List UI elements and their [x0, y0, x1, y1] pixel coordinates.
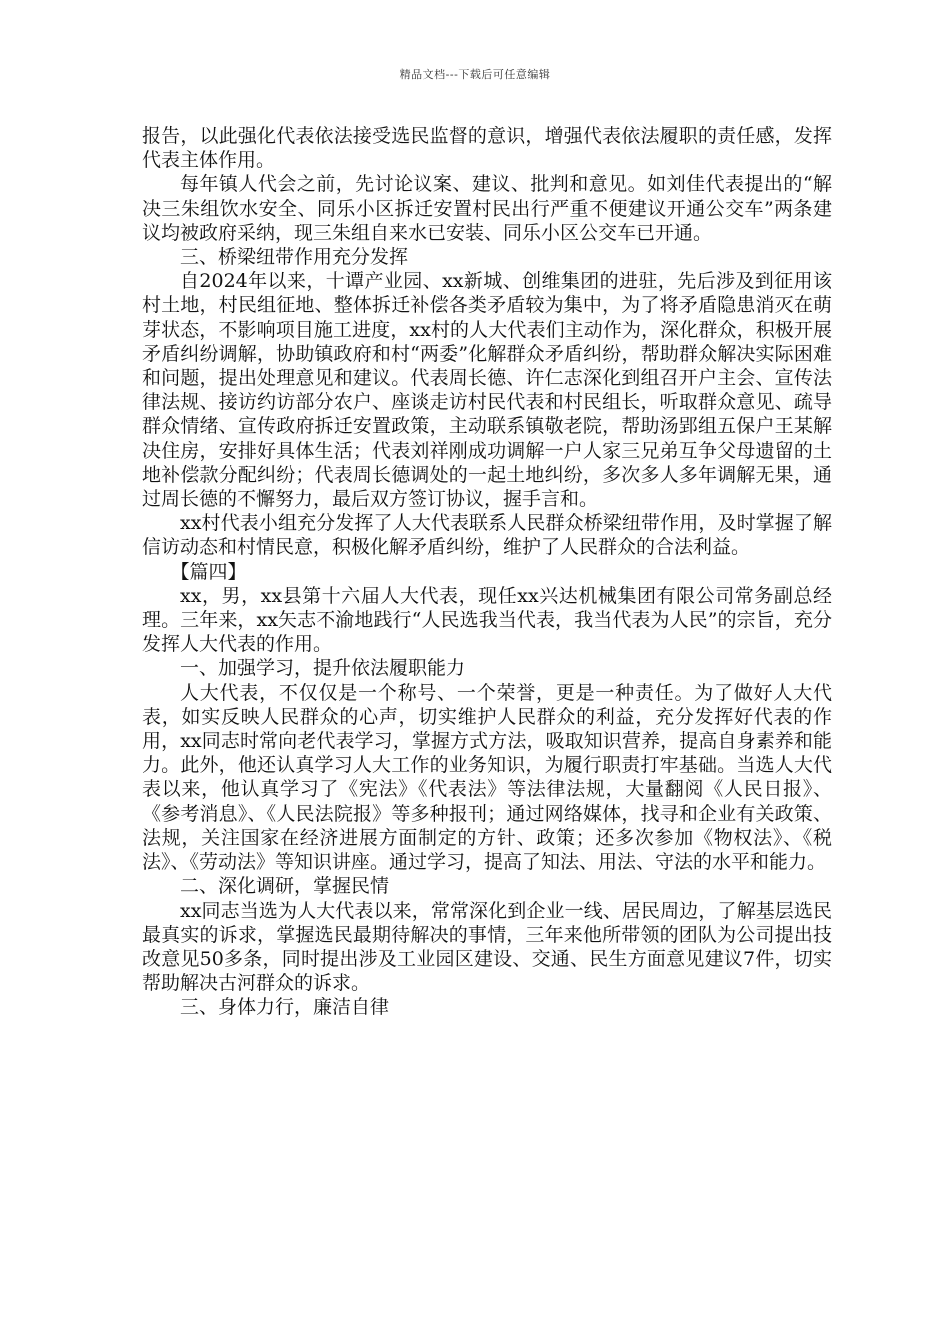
- paragraph-11: xx同志当选为人大代表以来，常常深化到企业一线、居民周边，了解基层选民最真实的诉求，掌握选民最期待解决的事情，三年来他所带领的团队为公司提出技改意见50多条，同时提出涉及工业园区建设、交通、民生方面意见建议7件，切实帮助解决古河群众的诉求。: [142, 899, 832, 995]
- section-heading-bridge: 三、桥梁纽带作用充分发挥: [180, 246, 409, 269]
- document-body: [142, 124, 832, 1020]
- section-heading-integrity: 三、身体力行，廉洁自律: [180, 996, 390, 1019]
- paragraph-2: 每年镇人代会之前，先讨论议案、建议、批判和意见。如刘佳代表提出的“解决三朱组饮水安全、同乐小区拆迁安置村民出行严重不便建议开通公交车”两条建议均被政府采纳，现三朱组自来水已安装、同乐小区公交车已开通。: [142, 173, 832, 244]
- paragraph-9: 人大代表，不仅仅是一个称号、一个荣誉，更是一种责任。为了做好人大代表，如实反映人民群众的心声，切实维护人民群众的利益，充分发挥好代表的作用，xx同志时常向老代表学习，掌握方式方法，吸取知识营养，提高自身素养和能力。此外，他还认真学习人大工作的业务知识，为履行职责打牢基础。当选人大代表以来，他认真学习了《宪法》《代表法》等法律法规，大量翻阅《人民日报》、《参考消息》、《人民法院报》等多种报刊；通过网络媒体，找寻和企业有关政策、法规，关注国家在经济进展方面制定的方针、政策；还多次参加《物权法》、《税法》、《劳动法》等知识讲座。通过学习，提高了知法、用法、守法的水平和能力。: [142, 681, 832, 874]
- section-heading-research: 二、深化调研，掌握民情: [180, 875, 390, 898]
- paragraph-4: 自2024年以来，十谭产业园、xx新城、创维集团的进驻，先后涉及到征用该村土地，村民组征地、整体拆迁补偿各类矛盾较为集中，为了将矛盾隐患消灭在萌芽状态，不影响项目施工进度，xx村的人大代表们主动作为，深化群众，积极开展矛盾纠纷调解，协助镇政府和村“两委”化解群众矛盾纠纷，帮助群众解决实际困难和问题，提出处理意见和建议。代表周长德、许仁志深化到组召开户主会、宣传法律法规、接访约访部分农户、座谈走访村民代表和村民组长，听取群众意见、疏导群众情绪、宣传政府拆迁安置政策，主动联系镇敬老院，帮助汤郢组五保户王某解决住房，安排好具体生活；代表刘祥刚成功调解一户人家三兄弟互争父母遗留的土地补偿款分配纠纷；代表周长德调处的一起土地纠纷，多次多人多年调解无果，通过周长德的不懈努力，最后双方签订协议，握手言和。: [142, 270, 832, 511]
- chapter-heading-part-four: 【篇四】: [170, 560, 247, 583]
- section-heading-study: 一、加强学习，提升依法履职能力: [180, 657, 466, 680]
- page-header: 精品文档---下载后可任意编辑: [399, 68, 551, 81]
- paragraph-5: xx村代表小组充分发挥了人大代表联系人民群众桥梁纽带作用，及时掌握了解信访动态和村情民意，积极化解矛盾纠纷，维护了人民群众的合法利益。: [142, 512, 832, 559]
- paragraph-1: 报告，以此强化代表依法接受选民监督的意识，增强代表依法履职的责任感，发挥代表主体作用。: [142, 125, 832, 172]
- paragraph-7: xx，男，xx县第十六届人大代表，现任xx兴达机械集团有限公司常务副总经理。三年来，xx矢志不渝地践行“人民选我当代表，我当代表为人民”的宗旨，充分发挥人大代表的作用。: [142, 584, 832, 656]
